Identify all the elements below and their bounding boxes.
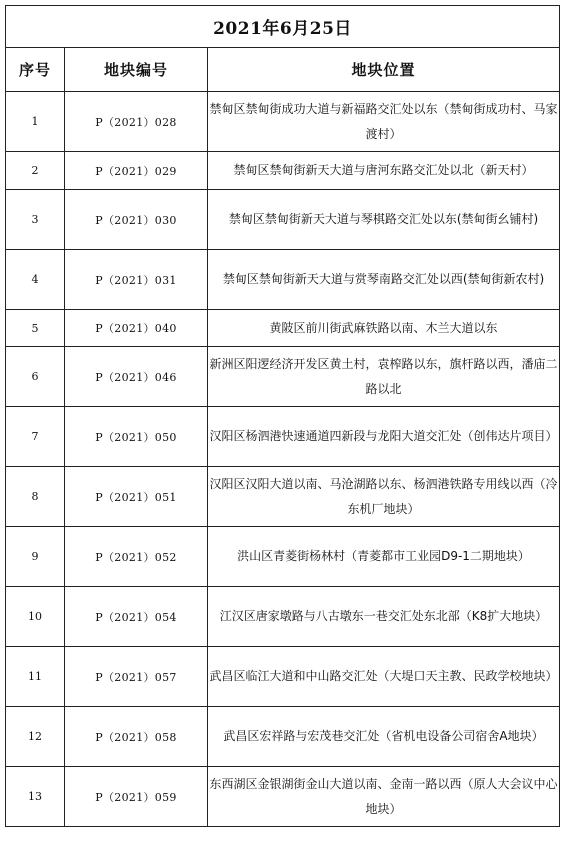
header-location: 地块位置 xyxy=(208,48,560,92)
header-row xyxy=(6,48,560,92)
row-location: 武昌区宏祥路与宏茂巷交汇处（省机电设备公司宿舍A地块） xyxy=(208,707,560,767)
header-no: 序号 xyxy=(6,48,65,92)
table-row xyxy=(6,467,560,527)
row-code: P（2021）029 xyxy=(65,152,208,190)
row-no: 1 xyxy=(6,92,65,152)
row-no: 7 xyxy=(6,407,65,467)
row-code: P（2021）040 xyxy=(65,310,208,347)
table-row xyxy=(6,707,560,767)
row-location: 东西湖区金银湖街金山大道以南、金南一路以西（原人大会议中心地块） xyxy=(208,767,560,827)
row-location: 新洲区阳逻经济开发区黄土村，袁榨路以东，旗杆路以西，潘庙二路以北 xyxy=(208,347,560,407)
land-parcel-table xyxy=(5,5,560,827)
table-row xyxy=(6,647,560,707)
row-no: 12 xyxy=(6,707,65,767)
row-location: 禁甸区禁甸街新天大道与琴棋路交汇处以东(禁甸街幺铺村) xyxy=(208,190,560,250)
row-location: 江汉区唐家墩路与八古墩东一巷交汇处东北部（K8扩大地块） xyxy=(208,587,560,647)
row-no: 13 xyxy=(6,767,65,827)
table-row xyxy=(6,250,560,310)
table-row xyxy=(6,347,560,407)
row-code: P（2021）052 xyxy=(65,527,208,587)
row-location: 禁甸区禁甸街新天大道与赏琴南路交汇处以西(禁甸街新农村) xyxy=(208,250,560,310)
row-code: P（2021）051 xyxy=(65,467,208,527)
row-code: P（2021）028 xyxy=(65,92,208,152)
row-no: 11 xyxy=(6,647,65,707)
row-code: P（2021）046 xyxy=(65,347,208,407)
table-row xyxy=(6,527,560,587)
row-location: 汉阳区杨泗港快速通道四新段与龙阳大道交汇处（创伟达片项目） xyxy=(208,407,560,467)
row-no: 10 xyxy=(6,587,65,647)
row-no: 8 xyxy=(6,467,65,527)
row-location: 黄陂区前川街武麻铁路以南、木兰大道以东 xyxy=(208,310,560,347)
row-location: 汉阳区汉阳大道以南、马沧湖路以东、杨泗港铁路专用线以西（冷东机厂地块） xyxy=(208,467,560,527)
title-row xyxy=(6,6,560,48)
row-code: P（2021）050 xyxy=(65,407,208,467)
row-no: 6 xyxy=(6,347,65,407)
row-no: 4 xyxy=(6,250,65,310)
table-row xyxy=(6,92,560,152)
row-location: 禁甸区禁甸街新天大道与唐河东路交汇处以北（新天村） xyxy=(208,152,560,190)
row-code: P（2021）054 xyxy=(65,587,208,647)
table-row xyxy=(6,587,560,647)
table-row xyxy=(6,407,560,467)
table-row xyxy=(6,767,560,827)
table-row xyxy=(6,190,560,250)
row-no: 9 xyxy=(6,527,65,587)
row-no: 3 xyxy=(6,190,65,250)
row-location: 禁甸区禁甸街成功大道与新福路交汇处以东（禁甸街成功村、马家渡村） xyxy=(208,92,560,152)
row-code: P（2021）057 xyxy=(65,647,208,707)
row-code: P（2021）031 xyxy=(65,250,208,310)
row-location: 武昌区临江大道和中山路交汇处（大堤口天主教、民政学校地块） xyxy=(208,647,560,707)
row-code: P（2021）059 xyxy=(65,767,208,827)
row-no: 5 xyxy=(6,310,65,347)
row-location: 洪山区青菱街杨林村（青菱都市工业园D9-1二期地块） xyxy=(208,527,560,587)
header-code: 地块编号 xyxy=(65,48,208,92)
table-row xyxy=(6,310,560,347)
table-title: 2021年6月25日 xyxy=(6,6,560,48)
table-row xyxy=(6,152,560,190)
row-code: P（2021）030 xyxy=(65,190,208,250)
row-code: P（2021）058 xyxy=(65,707,208,767)
row-no: 2 xyxy=(6,152,65,190)
